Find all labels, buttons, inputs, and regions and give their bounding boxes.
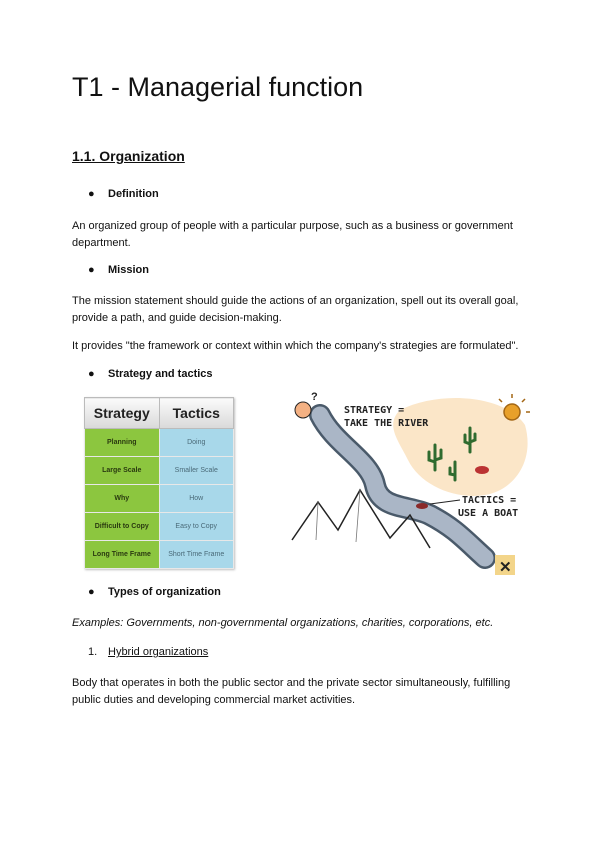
tactics-note-line1: TACTICS = (462, 495, 517, 506)
bullet-mission-label: Mission (108, 264, 149, 276)
mission-text-2: It provides "the framework or context within which the company's strategies are formulated". (72, 340, 519, 352)
strategy-note-line1: STRATEGY = (344, 405, 405, 416)
item-number: 1. (88, 646, 98, 658)
strategy-river-drawing (290, 390, 530, 578)
types-examples: Examples: Governments, non-governmental organizations, charities, corporations, etc. (72, 617, 494, 629)
bullet-dot: ● (88, 264, 95, 276)
boat-icon (416, 503, 428, 509)
bullet-definition (88, 188, 159, 200)
sun-icon (504, 404, 520, 420)
page-title: T1 - Managerial function (72, 72, 364, 102)
bullet-strategy-label: Strategy and tactics (108, 368, 213, 380)
table-row (85, 485, 234, 513)
bullet-definition-label: Definition (108, 188, 159, 200)
tactics-cell: How (159, 485, 234, 513)
bullet-types-label: Types of organization (108, 586, 221, 598)
bullet-strategy (88, 368, 213, 380)
table-header-strategy: Strategy (85, 398, 160, 429)
bullet-types (88, 586, 221, 598)
strategy-cell: Difficult to Copy (85, 513, 160, 541)
hybrid-text: Body that operates in both the public sector and the private sector simultaneously, fulfilling public duties and developing commercial market activities. (72, 677, 511, 706)
table-row (85, 541, 234, 569)
tactics-pointer (430, 500, 460, 504)
bullet-dot: ● (88, 586, 95, 598)
tactics-note-line2: USE A BOAT (458, 508, 519, 519)
strategy-cell: Planning (85, 429, 160, 457)
definition-text: An organized group of people with a particular purpose, such as a business or government department. (72, 220, 513, 249)
bullet-dot: ● (88, 188, 95, 200)
tactics-cell: Short Time Frame (159, 541, 234, 569)
table-row (85, 513, 234, 541)
tactics-cell: Smaller Scale (159, 457, 234, 485)
mission-text-1: The mission statement should guide the actions of an organization, spell out its overall goal, provide a path, and guide decision-making. (72, 295, 519, 324)
bullet-mission (88, 264, 149, 276)
tactics-cell: Easy to Copy (159, 513, 234, 541)
strategy-tactics-table (84, 397, 234, 569)
table-row (85, 429, 234, 457)
strategy-note-line2: TAKE THE RIVER (344, 418, 429, 429)
tactics-cell: Doing (159, 429, 234, 457)
x-mark-icon: ✕ (499, 559, 512, 576)
strategy-cell: Why (85, 485, 160, 513)
item-label: Hybrid organizations (108, 646, 209, 658)
table-row (85, 457, 234, 485)
animal (475, 466, 489, 474)
mountain-shading (316, 490, 360, 542)
section-heading: 1.1. Organization (72, 148, 185, 164)
face-icon (295, 402, 311, 418)
strategy-cell: Large Scale (85, 457, 160, 485)
bullet-dot: ● (88, 368, 95, 380)
table-header-tactics: Tactics (159, 398, 234, 429)
strategy-cell: Long Time Frame (85, 541, 160, 569)
question-mark-icon: ? (311, 391, 318, 403)
numbered-item-1 (88, 646, 209, 658)
